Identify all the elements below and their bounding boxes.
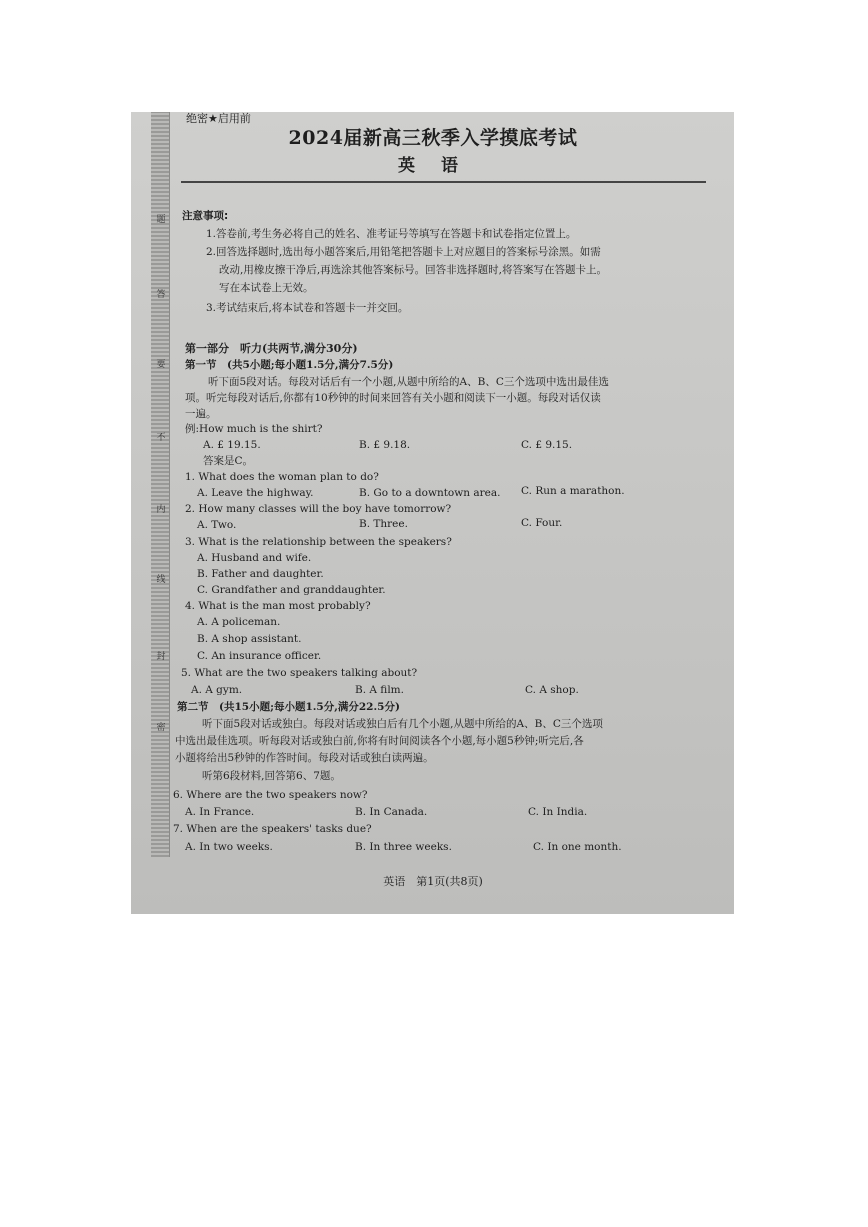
exam-sheet — [173, 112, 734, 914]
page-footer: 英语 第1页(共8页) — [383, 875, 483, 888]
notice-line: 3.考试结束后,将本试卷和答题卡一并交回。 — [206, 302, 409, 314]
binding-label: 要 — [156, 360, 166, 370]
section2-instruction: 小题将给出5秒钟的作答时间。每段对话或独白读两遍。 — [175, 752, 434, 764]
question: 3. What is the relationship between the speakers? — [185, 536, 452, 548]
option: C. Run a marathon. — [521, 485, 625, 497]
notice-heading: 注意事项: — [182, 210, 229, 222]
section2-instruction: 中选出最佳选项。听每段对话或独白前,你将有时间阅读各个小题,每小题5秒钟;听完后,各 — [175, 735, 584, 747]
question: 5. What are the two speakers talking about? — [181, 667, 418, 679]
option: C. Four. — [521, 517, 563, 529]
example-option: B. £ 9.18. — [359, 439, 411, 451]
option: C. Grandfather and granddaughter. — [197, 584, 386, 596]
option: B. A film. — [355, 684, 404, 696]
exam-photo — [131, 112, 734, 914]
binding-strip — [151, 112, 170, 857]
binding-label: 内 — [156, 505, 166, 515]
notice-line: 1.答卷前,考生务必将自己的姓名、准考证号等填写在答题卡和试卷指定位置上。 — [206, 228, 577, 240]
option: A. Leave the highway. — [197, 487, 314, 499]
notice-line: 改动,用橡皮擦干净后,再选涂其他答案标号。回答非选择题时,将答案写在答题卡上。 — [219, 264, 608, 276]
binding-label: 封 — [156, 652, 166, 662]
option: A. A policeman. — [197, 616, 281, 628]
question: 4. What is the man most probably? — [185, 600, 371, 612]
secret-label: 绝密★启用前 — [186, 112, 251, 125]
option: A. Husband and wife. — [197, 552, 312, 564]
section2-instruction: 听下面5段对话或独白。每段对话或独白后有几个小题,从题中所给的A、B、C三个选项 — [202, 718, 603, 730]
option: C. A shop. — [525, 684, 579, 696]
notice-line: 写在本试卷上无效。 — [219, 282, 314, 294]
example-option: A. £ 19.15. — [203, 439, 261, 451]
section1-instruction: 听下面5段对话。每段对话后有一个小题,从题中所给的A、B、C三个选项中选出最佳选 — [208, 376, 609, 388]
notice-line: 2.回答选择题时,选出每小题答案后,用铅笔把答题卡上对应题目的答案标号涂黑。如需 — [206, 246, 601, 258]
option: A. In France. — [185, 806, 255, 818]
option: A. Two. — [197, 519, 237, 531]
section2-heading: 第二节 (共15小题;每小题1.5分,满分22.5分) — [177, 701, 400, 713]
binding-label: 线 — [156, 575, 166, 585]
option: B. Go to a downtown area. — [359, 487, 501, 499]
option: B. Three. — [359, 518, 408, 530]
question: 7. When are the speakers' tasks due? — [173, 823, 372, 835]
example-answer: 答案是C。 — [203, 455, 254, 467]
option: C. An insurance officer. — [197, 650, 322, 662]
binding-label: 题 — [156, 215, 166, 225]
binding-label: 密 — [156, 723, 166, 733]
option: C. In one month. — [533, 841, 622, 853]
binding-label: 答 — [156, 290, 166, 300]
question: 1. What does the woman plan to do? — [185, 471, 379, 483]
question: 6. Where are the two speakers now? — [173, 789, 368, 801]
section1-instruction: 一遍。 — [185, 408, 217, 420]
binding-label: 不 — [156, 433, 166, 443]
section1-instruction: 项。听完每段对话后,你都有10秒钟的时间来回答有关小题和阅读下一小题。每段对话仅读 — [185, 392, 601, 404]
question: 2. How many classes will the boy have tomorrow? — [185, 503, 452, 515]
title-divider — [181, 181, 706, 183]
option: B. In three weeks. — [355, 841, 452, 853]
option: C. In India. — [528, 806, 588, 818]
exam-subject: 英 语 — [398, 156, 468, 176]
option: B. A shop assistant. — [197, 633, 302, 645]
option: A. A gym. — [191, 684, 243, 696]
option: A. In two weeks. — [185, 841, 273, 853]
exam-title: 2024届新高三秋季入学摸底考试 — [288, 127, 578, 149]
part1-heading: 第一部分 听力(共两节,满分30分) — [185, 342, 358, 355]
example-question: 例:How much is the shirt? — [185, 423, 323, 435]
example-option: C. £ 9.15. — [521, 439, 573, 451]
option: B. In Canada. — [355, 806, 428, 818]
option: B. Father and daughter. — [197, 568, 324, 580]
section2-material: 听第6段材料,回答第6、7题。 — [202, 770, 341, 782]
section1-heading: 第一节 (共5小题;每小题1.5分,满分7.5分) — [185, 359, 394, 371]
